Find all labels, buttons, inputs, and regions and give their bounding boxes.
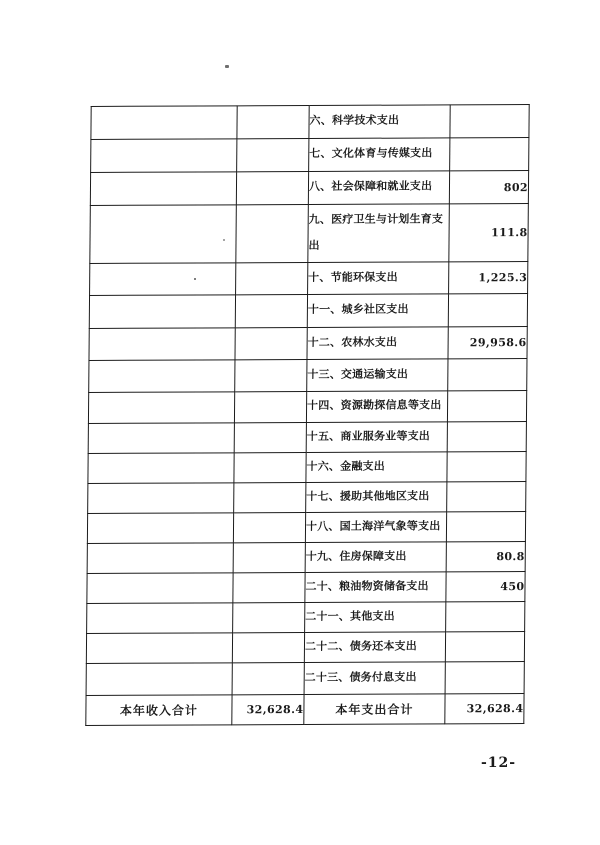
income-value-cell — [236, 205, 309, 263]
final-accounts-table — [85, 104, 528, 726]
expense-item-label: 六、科学技术支出 — [309, 105, 450, 139]
page-number: -12- — [481, 755, 517, 771]
table-row — [87, 512, 525, 544]
income-total-label: 本年收入合计 — [86, 695, 232, 726]
income-item-cell — [86, 663, 232, 696]
table-row — [88, 391, 526, 424]
expense-item-label: 十七、援助其他地区支出 — [306, 482, 447, 513]
expense-item-label: 八、社会保障和就业支出 — [308, 171, 449, 205]
expense-item-value — [445, 662, 524, 694]
table-row — [86, 662, 524, 696]
expense-item-value — [447, 482, 526, 512]
expense-total-value: 32,628.4 — [445, 694, 524, 724]
expense-item-value: 802 — [449, 171, 528, 204]
income-item-cell — [87, 573, 233, 604]
income-value-cell — [236, 263, 308, 295]
income-item-cell — [87, 513, 233, 544]
income-value-cell — [232, 663, 304, 695]
income-item-cell — [88, 423, 234, 454]
table-row — [90, 204, 529, 264]
totals-row — [86, 694, 524, 726]
income-value-cell — [233, 603, 305, 633]
expense-item-label: 十五、商业服务业等支出 — [306, 422, 447, 453]
expense-item-value: 29,958.6 — [448, 327, 527, 359]
expense-item-label: 二十一、其他支出 — [305, 602, 446, 633]
income-value-cell — [235, 295, 307, 328]
expense-item-label: 十二、农林水支出 — [307, 327, 448, 360]
income-value-cell — [235, 360, 307, 392]
table-row — [88, 482, 526, 514]
income-item-cell — [89, 328, 235, 361]
expense-item-value — [445, 632, 524, 662]
income-value-cell — [234, 392, 306, 423]
income-value-cell — [236, 172, 308, 205]
expense-item-label: 七、文化体育与传媒支出 — [309, 138, 450, 172]
expense-item-value — [446, 512, 525, 542]
expense-item-value: 1,225.3 — [449, 262, 528, 294]
expense-item-label: 十八、国土海洋气象等支出 — [305, 512, 446, 543]
expense-item-value — [448, 359, 527, 391]
table-row — [89, 327, 527, 361]
expense-item-label: 十六、金融支出 — [306, 452, 447, 483]
income-value-cell — [233, 513, 305, 543]
table-row — [89, 294, 527, 329]
income-item-cell — [91, 139, 237, 173]
income-value-cell — [234, 453, 306, 483]
table-row — [88, 452, 526, 484]
expense-total-label: 本年支出合计 — [304, 694, 445, 725]
income-item-cell — [87, 543, 233, 574]
expense-item-value — [448, 294, 527, 327]
income-value-cell — [232, 633, 304, 663]
scan-speck — [225, 65, 229, 68]
income-item-cell — [88, 392, 234, 424]
expense-item-value — [447, 422, 526, 452]
income-item-cell — [90, 263, 236, 296]
table-row — [86, 632, 524, 664]
income-item-cell — [90, 205, 237, 264]
expense-item-label: 十三、交通运输支出 — [307, 359, 448, 392]
expense-item-label: 二十三、债务付息支出 — [304, 662, 445, 695]
income-total-value: 32,628.4 — [232, 695, 304, 725]
income-value-cell — [234, 423, 306, 453]
income-value-cell — [233, 543, 305, 573]
income-value-cell — [237, 106, 309, 139]
table-row — [87, 542, 525, 574]
income-item-cell — [91, 106, 237, 140]
income-item-cell — [89, 360, 235, 393]
expense-item-label: 十四、资源勘探信息等支出 — [306, 391, 447, 423]
expense-item-label: 十一、城乡社区支出 — [307, 294, 448, 328]
table-row — [90, 262, 528, 296]
expense-item-label: 十、节能环保支出 — [308, 262, 449, 295]
account-table — [85, 104, 529, 726]
income-value-cell — [234, 483, 306, 513]
income-item-cell — [86, 633, 232, 664]
table-row — [91, 105, 529, 140]
expense-item-label: 十九、住房保障支出 — [305, 542, 446, 573]
table-row — [91, 138, 529, 173]
expense-item-value: 111.8 — [449, 204, 529, 262]
income-value-cell — [237, 139, 309, 172]
table-row — [87, 572, 525, 604]
table-row — [88, 422, 526, 454]
expense-item-value — [447, 452, 526, 482]
income-value-cell — [235, 328, 307, 360]
expense-item-value — [446, 602, 525, 632]
expense-item-value: 450 — [446, 572, 525, 602]
expense-item-value — [447, 391, 526, 422]
expense-item-value: 80.8 — [446, 542, 525, 572]
income-item-cell — [88, 453, 234, 484]
table-row — [89, 359, 527, 393]
expense-item-value — [450, 138, 529, 171]
income-value-cell — [233, 573, 305, 603]
expense-item-label: 九、医疗卫生与计划生育支出 — [308, 204, 450, 263]
table-row — [90, 171, 528, 206]
table-row — [87, 602, 525, 634]
income-item-cell — [89, 295, 235, 329]
expense-item-value — [450, 105, 529, 138]
expense-item-label: 二十、粮油物资储备支出 — [305, 572, 446, 603]
expense-item-label: 二十二、债务还本支出 — [304, 632, 445, 663]
income-item-cell — [88, 483, 234, 514]
income-item-cell — [90, 172, 236, 206]
income-item-cell — [87, 603, 233, 634]
